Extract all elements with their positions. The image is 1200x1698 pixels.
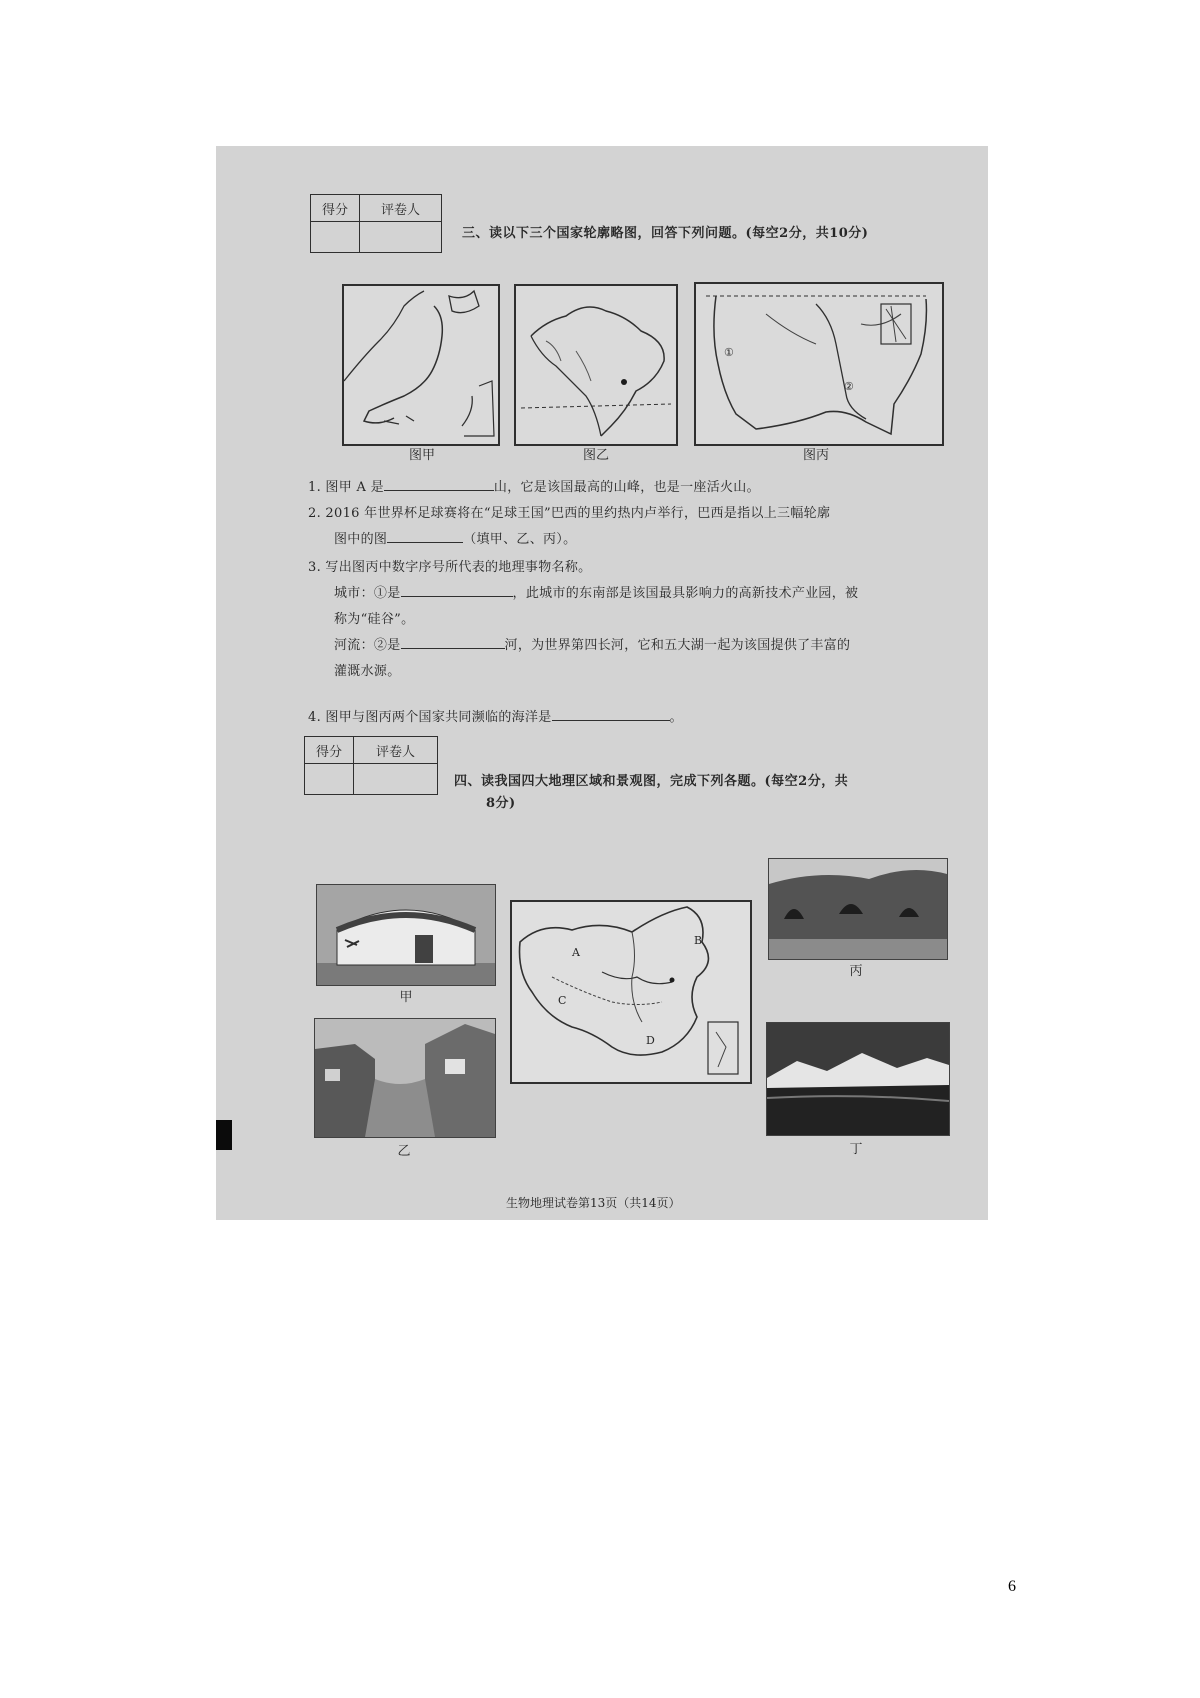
score-col-label: 得分	[311, 195, 360, 222]
scanned-exam-page	[216, 146, 988, 1220]
map-label-circle1: ①	[724, 346, 734, 359]
answer-blank-q4[interactable]	[552, 708, 670, 721]
answer-blank-q2[interactable]	[387, 530, 463, 543]
question-3-city-line2: 称为“硅谷”。	[334, 612, 415, 627]
photo-bing-cave-dwellings	[768, 858, 948, 960]
score-table-section4	[304, 736, 438, 795]
map-letter-b: B	[694, 934, 703, 947]
photo-ding-snow-mountains	[766, 1022, 950, 1136]
scan-edge-mark	[216, 1120, 232, 1150]
question-4: 4. 图甲与图丙两个国家共同濒临的海洋是 。	[308, 710, 683, 725]
answer-blank-q1[interactable]	[384, 478, 494, 491]
map-bing-usa	[694, 282, 944, 446]
map-letter-c: C	[558, 994, 567, 1007]
grader-col-label-2: 评卷人	[354, 737, 438, 764]
caption-photo-bing: 丙	[849, 964, 863, 979]
section4-heading-line1: 四、读我国四大地理区域和景观图，完成下列各题。(每空2分，共	[454, 774, 849, 789]
caption-yi: 图乙	[582, 448, 609, 463]
photo-yi-water-town	[314, 1018, 496, 1138]
exam-footer: 生物地理试卷第13页（共14页）	[506, 1196, 681, 1210]
caption-jia: 图甲	[408, 448, 435, 463]
grader-col-label: 评卷人	[360, 195, 442, 222]
question-3-river-line2: 灌溉水源。	[334, 664, 401, 679]
question-3-intro: 3. 写出图丙中数字序号所代表的地理事物名称。	[308, 560, 592, 575]
question-1: 1. 图甲 A 是 山，它是该国最高的山峰，也是一座活火山。	[308, 480, 760, 495]
answer-blank-river[interactable]	[401, 636, 505, 649]
caption-bing: 图丙	[802, 448, 829, 463]
caption-photo-yi: 乙	[397, 1144, 411, 1159]
map-yi-brazil	[514, 284, 678, 446]
caption-photo-ding: 丁	[849, 1142, 863, 1157]
map-label-circle2: ②	[844, 380, 854, 393]
map-letter-a: A	[572, 946, 580, 959]
section3-heading: 三、读以下三个国家轮廓略图，回答下列问题。(每空2分，共10分)	[462, 226, 869, 241]
map-letter-d: D	[646, 1034, 655, 1047]
caption-photo-jia: 甲	[399, 990, 413, 1005]
question-3-river: 河流：②是 河，为世界第四长河，它和五大湖一起为该国提供了丰富的	[334, 638, 851, 653]
answer-blank-city[interactable]	[401, 584, 513, 597]
score-col-label-2: 得分	[305, 737, 354, 764]
photo-jia-yurt	[316, 884, 496, 986]
section4-heading-line2: 8分)	[486, 796, 516, 811]
question-3-city: 城市：①是 ，此城市的东南部是该国最具影响力的高新技术产业园，被	[334, 586, 859, 601]
page-number: 6	[1008, 1578, 1016, 1595]
map-china-regions	[510, 900, 752, 1084]
question-2-line2: 图中的图 （填甲、乙、丙）。	[334, 532, 577, 547]
score-table-section3	[310, 194, 442, 253]
map-jia-japan	[342, 284, 500, 446]
question-2-line1: 2. 2016 年世界杯足球赛将在“足球王国”巴西的里约热内卢举行，巴西是指以上三幅轮廓	[308, 506, 831, 521]
